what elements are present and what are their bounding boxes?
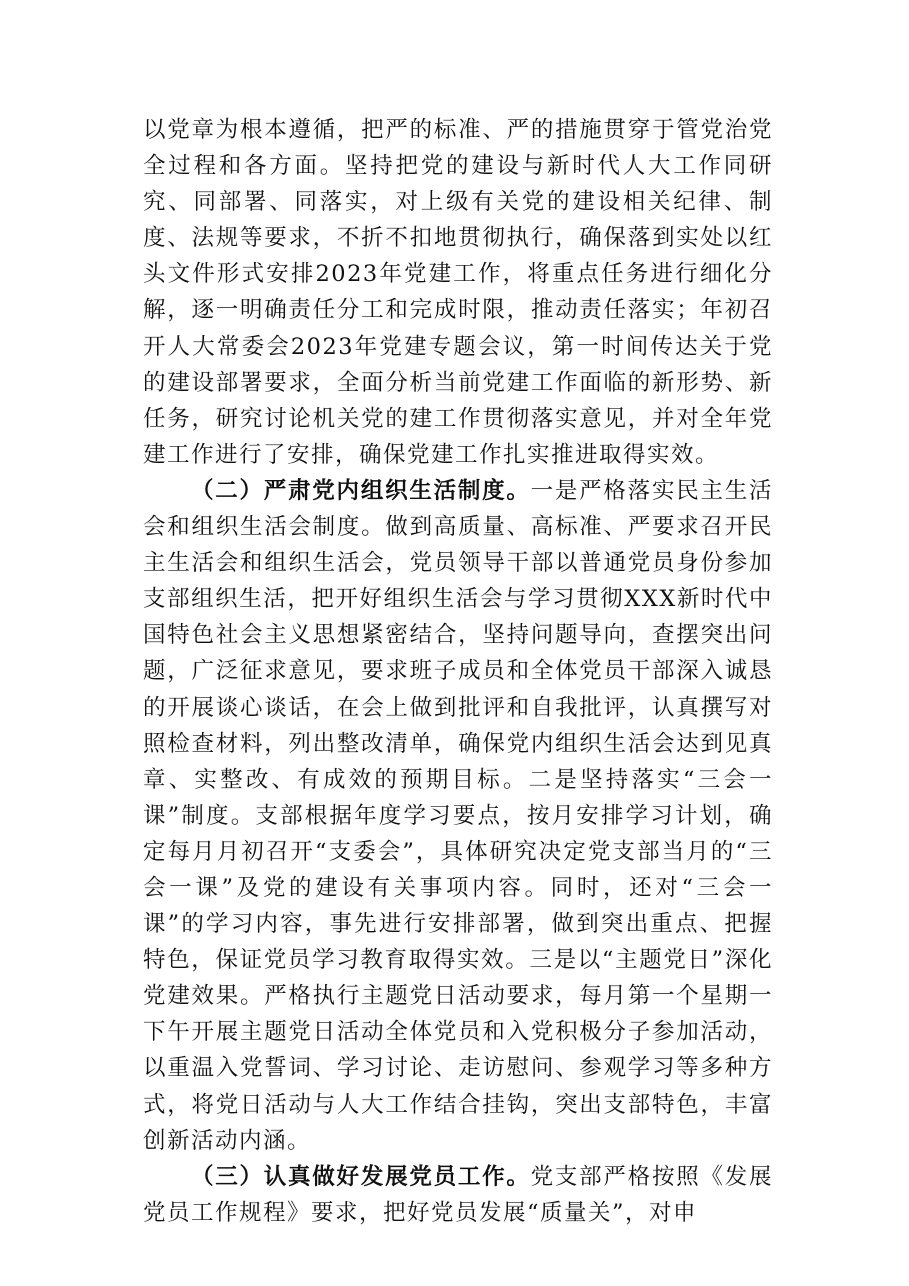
section-3-heading: （三）认真做好发展党员工作。 [191, 1163, 531, 1190]
paragraph-1: 以党章为根本遵循，把严的标准、严的措施贯穿于管党治党全过程和各方面。坚持把党的建设与新时代人大工作同研究、同部署、同落实，对上级有关党的建设相关纪律、制度、法规等要求，不折不扣地贯彻执行，确保落到实处以红头文件形式安排2023年党建工作，将重点任务进行细化分解，逐一明确责任分工和完成时限，推动责任落实；年初召开人大常委会2023年党建专题会议，第一时间传达关于党的建设部署要求，全面分析当前党建工作面临的新形势、新任务，研究讨论机关党的建工作贯彻落实意见，并对全年党建工作进行了安排，确保党建工作扎实推进取得实效。 [143, 117, 773, 468]
section-2-heading: （二）严肃党内组织生活制度。 [191, 477, 531, 504]
paragraph-section-3 [143, 1159, 773, 1231]
paragraph-section-2 [143, 473, 773, 1159]
section-3-body: 党支部严格按照《发展党员工作规程》要求，把好党员发展“质量关”，对申 [143, 1163, 773, 1226]
document-body [143, 112, 773, 1231]
section-2-body: 一是严格落实民主生活会和组织生活会制度。做到高质量、高标准、严要求召开民主生活会和组织生活会，党员领导干部以普通党员身份参加支部组织生活，把开好组织生活会与学习贯彻XXX新时代中国特色社会主义思想紧密结合，坚持问题导向，查摆突出问题，广泛征求意见，要求班子成员和全体党员干部深入诚恳的开展谈心谈话，在会上做到批评和自我批评，认真撰写对照检查材料，列出整改清单，确保党内组织生活会达到见真章、实整改、有成效的预期目标。二是坚持落实“三会一课”制度。支部根据年度学习要点，按月安排学习计划，确定每月月初召开“支委会”，具体研究决定党支部当月的“三会一课”及党的建设有关事项内容。同时，还对“三会一课”的学习内容，事先进行安排部署，做到突出重点、把握特色，保证党员学习教育取得实效。三是以“主题党日”深化党建效果。严格执行主题党日活动要求，每月第一个星期一下午开展主题党日活动全体党员和入党积极分子参加活动，以重温入党誓词、学习讨论、走访慰问、参观学习等多种方式，将党日活动与人大工作结合挂钩，突出支部特色，丰富创新活动内涵。 [143, 477, 773, 1154]
